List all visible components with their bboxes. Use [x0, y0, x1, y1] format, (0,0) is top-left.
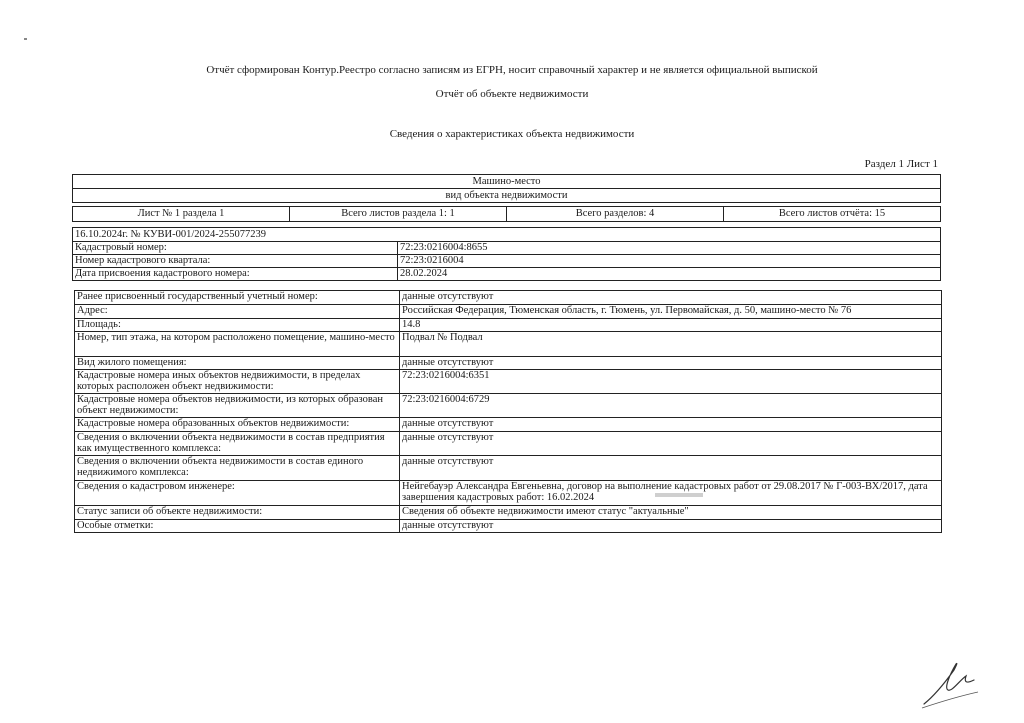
object-kind-label: вид объекта недвижимости	[445, 190, 568, 201]
row-label: Вид жилого помещения:	[75, 357, 400, 369]
report-title: Отчёт об объекте недвижимости	[435, 88, 589, 100]
sheets-table	[72, 206, 941, 222]
row-label: Сведения о включении объекта недвижимости в состав единого недвижимого комплекса:	[75, 456, 400, 480]
record-number: 16.10.2024г. № КУВИ-001/2024-255077239	[73, 228, 940, 242]
table-row	[75, 520, 941, 532]
row-label: Площадь:	[75, 319, 400, 331]
row-value: данные отсутствуют	[402, 418, 494, 429]
report-sheets-total: Всего листов отчёта: 15	[778, 208, 886, 219]
sheet-number: Лист № 1 раздела 1	[73, 207, 290, 221]
row-value: данные отсутствуют	[402, 432, 494, 443]
row-value: Подвал № Подвал	[402, 332, 483, 343]
row-label: Кадастровые номера образованных объектов недвижимости:	[75, 418, 400, 431]
section-sheets-total: Всего листов раздела 1: 1	[290, 207, 507, 221]
row-label: Ранее присвоенный государственный учетный номер:	[75, 291, 400, 304]
row-label: Кадастровые номера объектов недвижимости, из которых образован объект недвижимости:	[75, 394, 400, 417]
row-label: Сведения о кадастровом инженере:	[75, 481, 400, 505]
row-value: 72:23:0216004:6351	[402, 370, 490, 381]
row-value: Нейгебауэр Александра Евгеньевна, договор на выполнение кадастровых работ от 29.08.2017 № Г-003-ВХ/2017, дата завершения кадастровых работ: 16.02.2024	[402, 481, 928, 503]
table-row	[73, 268, 940, 280]
row-label: Адрес:	[75, 305, 400, 318]
signature-icon	[920, 652, 980, 710]
table-row	[75, 319, 941, 332]
row-value: данные отсутствуют	[402, 520, 494, 531]
table-row	[75, 418, 941, 432]
row-value: данные отсутствуют	[402, 291, 494, 302]
table-row	[75, 506, 941, 520]
row-value: 72:23:0216004:8655	[400, 242, 488, 253]
disclaimer-text: Отчёт сформирован Контур.Реестро согласно записям из ЕГРН, носит справочный характер и не является официальной выпиской	[206, 64, 818, 76]
section-number: Раздел 1 Лист 1	[864, 158, 938, 170]
redacted-mark	[655, 493, 703, 497]
row-label: Кадастровый номер:	[73, 242, 398, 254]
row-value: данные отсутствуют	[402, 357, 494, 368]
row-value: данные отсутствуют	[402, 456, 494, 467]
table-row	[75, 332, 941, 357]
row-label: Статус записи об объекте недвижимости:	[75, 506, 400, 519]
sections-total: Всего разделов: 4	[507, 207, 724, 221]
row-label: Кадастровые номера иных объектов недвижимости, в пределах которых расположен объект недвижимости:	[75, 370, 400, 393]
table-row	[75, 432, 941, 456]
row-value: 72:23:0216004	[400, 255, 464, 266]
cadastral-meta-table	[72, 227, 941, 281]
row-value: Российская Федерация, Тюменская область, г. Тюмень, ул. Первомайская, д. 50, машино-место № 76	[402, 305, 852, 316]
row-label: Сведения о включении объекта недвижимости в состав предприятия как имущественного комплекса:	[75, 432, 400, 455]
section-title: Сведения о характеристиках объекта недвижимости	[389, 128, 635, 140]
table-row	[75, 481, 941, 506]
table-row	[75, 305, 941, 319]
row-label: Особые отметки:	[75, 520, 400, 532]
row-value: 14.8	[402, 319, 421, 330]
table-row	[75, 291, 941, 305]
scan-speck	[24, 38, 27, 40]
object-name: Машино-место	[73, 175, 940, 189]
row-label: Номер кадастрового квартала:	[73, 255, 398, 267]
row-value: 72:23:0216004:6729	[402, 394, 490, 405]
characteristics-table	[74, 290, 942, 533]
row-value: Сведения об объекте недвижимости имеют статус "актуальные"	[402, 506, 689, 517]
row-value: 28.02.2024	[400, 268, 448, 279]
row-label: Номер, тип этажа, на котором расположено помещение, машино-место	[75, 332, 400, 356]
table-row	[75, 357, 941, 370]
object-type-table	[72, 174, 941, 203]
table-row	[75, 394, 941, 418]
table-row	[73, 255, 940, 268]
row-label: Дата присвоения кадастрового номера:	[73, 268, 398, 280]
table-row	[75, 456, 941, 481]
table-row	[73, 242, 940, 255]
table-row	[75, 370, 941, 394]
